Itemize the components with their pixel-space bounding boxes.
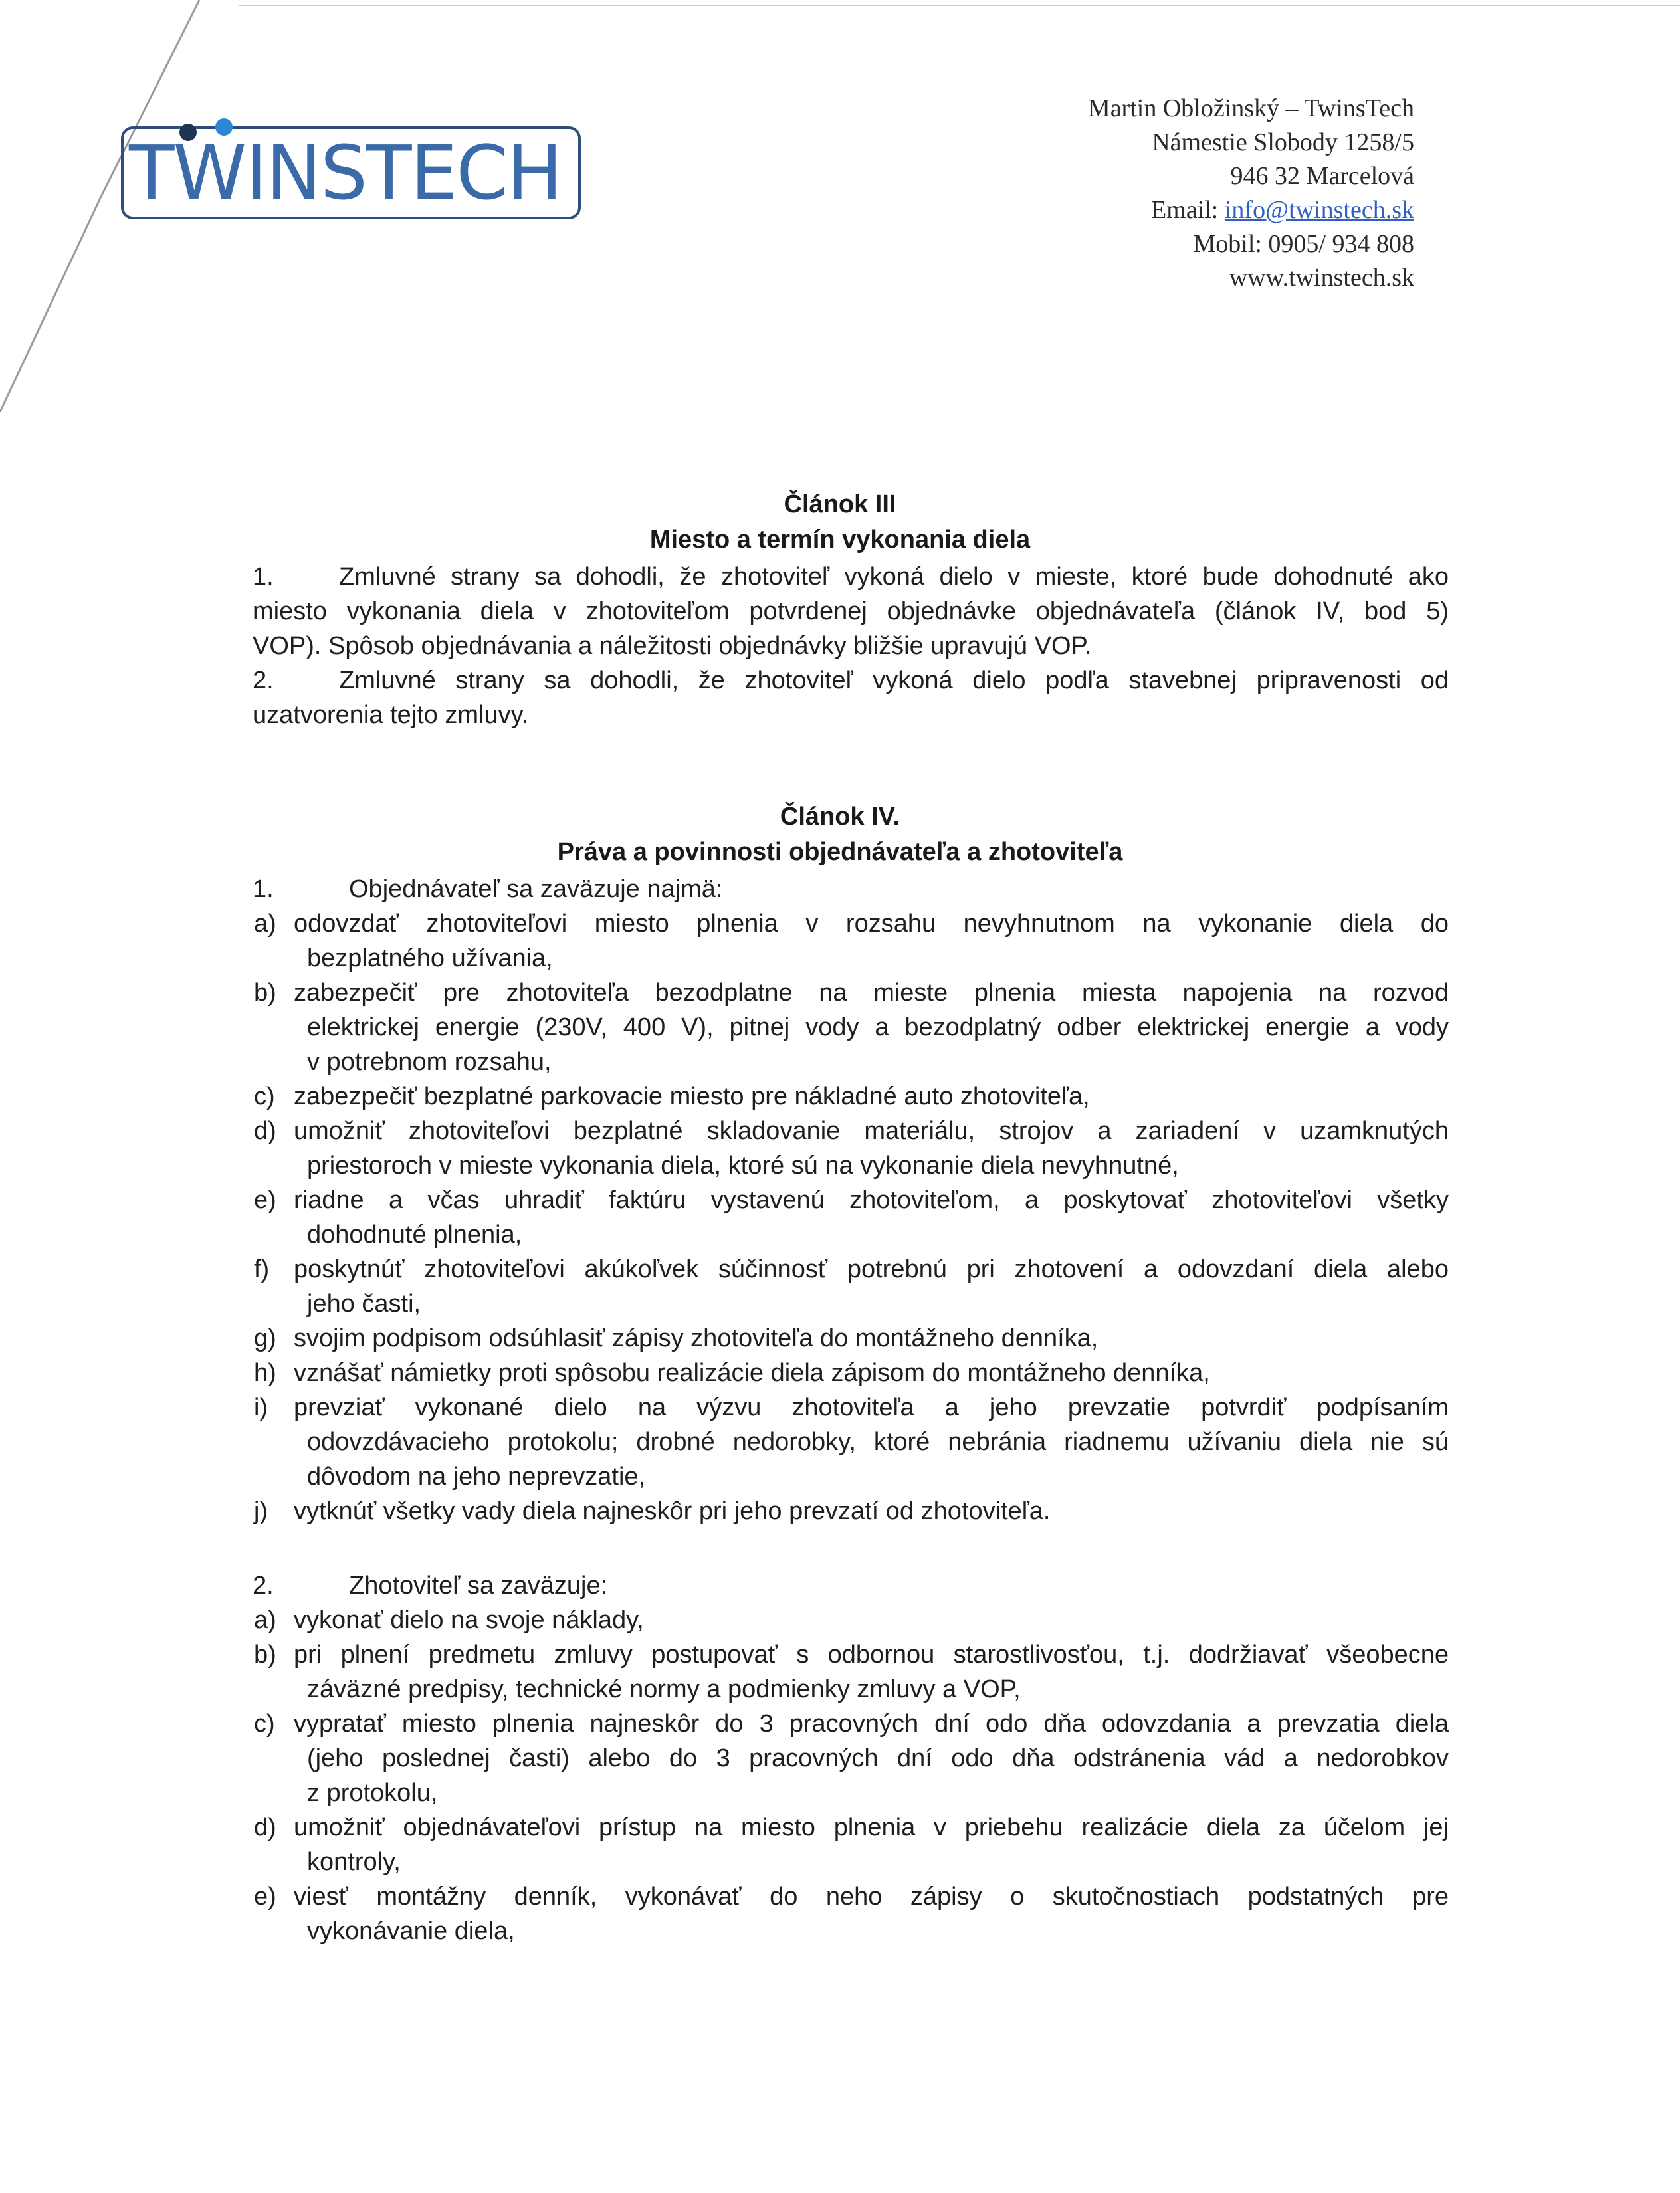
list-item-line: z protokolu, [307, 1779, 438, 1807]
article-3-subtitle: Miesto a termín vykonania diela [649, 526, 1031, 554]
list-item-line: kontroly, [307, 1848, 401, 1876]
list-item [253, 1321, 1449, 1356]
paragraph-line: miesto vykonania diela v zhotoviteľom potvrdenej objednávke objednávateľa (článok IV, bod 5) [253, 597, 1449, 625]
list-item-marker: e) [254, 1883, 276, 1911]
list-item [253, 1879, 1449, 1948]
article-4-subtitle: Práva a povinnosti objednávateľa a zhotoviteľa [557, 838, 1123, 866]
section-intro [253, 1568, 1449, 1603]
list-item [253, 1079, 1449, 1114]
list-item-line: umožniť zhotoviteľovi bezplatné skladovanie materiálu, strojov a zariadení v uzamknutých [294, 1117, 1449, 1145]
list-item-marker: h) [254, 1359, 276, 1387]
list-item-line: záväzné predpisy, technické normy a podmienky zmluvy a VOP, [307, 1675, 1021, 1703]
list-item-marker: j) [254, 1497, 268, 1525]
list-item [253, 906, 1449, 976]
list-item-line: vykonať dielo na svoje náklady, [294, 1606, 644, 1634]
list-item-marker: c) [254, 1083, 275, 1110]
list-item-line: bezplatného užívania, [307, 944, 553, 972]
list-item-line: elektrickej energie (230V, 400 V), pitnej vody a bezodplatný odber elektrickej energie a vody [307, 1013, 1449, 1041]
list-item-line: odovzdať zhotoviteľovi miesto plnenia v rozsahu nevyhnutnom na vykonanie diela do [294, 910, 1449, 938]
list-item [253, 1356, 1449, 1390]
list-item-marker: b) [254, 979, 276, 1007]
paragraph-line-row [253, 594, 1449, 629]
list-item [253, 1810, 1449, 1879]
article-3-body [253, 560, 1449, 732]
email-link[interactable]: info@twinstech.sk [1224, 196, 1414, 224]
obligations-list [253, 1603, 1449, 1948]
address-line: Námestie Slobody 1258/5 [1152, 128, 1414, 156]
twinstech-logo [121, 126, 581, 219]
paragraph-line: Zmluvné strany sa dohodli, že zhotoviteľ vykoná dielo v mieste, ktoré bude dohodnuté ako [339, 563, 1449, 591]
section-number: 2. [253, 1572, 274, 1600]
paragraph-line-row [253, 698, 1449, 732]
list-item-line: jeho časti, [307, 1290, 421, 1318]
list-item-marker: a) [254, 1606, 276, 1634]
paragraph-number: 1. [253, 563, 274, 591]
paragraph-2 [253, 663, 1449, 698]
paragraph-line: uzatvorenia tejto zmluvy. [253, 701, 529, 729]
article-4-section-1 [253, 872, 1449, 1528]
section-number: 1. [253, 875, 274, 903]
list-item-marker: c) [254, 1710, 275, 1738]
list-item-line: vznášať námietky proti spôsobu realizácie diela zápisom do montážneho denníka, [294, 1359, 1210, 1387]
list-item-line: priestoroch v mieste vykonania diela, ktoré sú na vykonanie diela nevyhnutné, [307, 1152, 1179, 1180]
web-line: www.twinstech.sk [1229, 264, 1414, 292]
article-4-title: Článok IV. [780, 803, 900, 831]
list-item-marker: f) [254, 1255, 270, 1283]
paragraph-line: Zmluvné strany sa dohodli, že zhotoviteľ vykoná dielo podľa stavebnej pripravenosti od [339, 667, 1449, 694]
list-item-line: vytknúť všetky vady diela najneskôr pri jeho prevzatí od zhotoviteľa. [294, 1497, 1051, 1525]
list-item [253, 1390, 1449, 1494]
list-item-line: umožniť objednávateľovi prístup na miesto plnenia v priebehu realizácie diela za účelom jej [294, 1814, 1449, 1841]
list-item-marker: d) [254, 1814, 276, 1841]
section-intro-text: Zhotoviteľ sa zaväzuje: [349, 1572, 608, 1600]
mobile-line: Mobil: 0905/ 934 808 [1193, 230, 1414, 258]
company-address [816, 92, 1414, 295]
logo-text: TWINSTECH [129, 130, 562, 217]
address-line: Martin Obložinský – TwinsTech [1087, 94, 1414, 122]
list-item-marker: a) [254, 910, 276, 938]
email-label: Email: [1151, 196, 1225, 224]
list-item [253, 1603, 1449, 1637]
list-item-marker: i) [254, 1394, 268, 1421]
list-item [253, 1637, 1449, 1707]
list-item-line: vypratať miesto plnenia najneskôr do 3 pracovných dní odo dňa odovzdania a prevzatia diela [294, 1710, 1449, 1738]
list-item-line: v potrebnom rozsahu, [307, 1048, 552, 1076]
list-item [253, 1707, 1449, 1810]
list-item-marker: g) [254, 1324, 276, 1352]
article-3-title: Článok III [784, 490, 896, 518]
list-item-marker: e) [254, 1186, 276, 1214]
list-item [253, 976, 1449, 1079]
list-item-line: (jeho poslednej časti) alebo do 3 pracovných dní odo dňa odstránenia vád a nedorobkov [307, 1744, 1449, 1772]
list-item-line: zabezpečiť pre zhotoviteľa bezodplatne na mieste plnenia miesta napojenia na rozvod [294, 979, 1449, 1007]
paragraph-line: VOP). Spôsob objednávania a náležitosti objednávky bližšie upravujú VOP. [253, 632, 1092, 660]
list-item-line: odovzdávacieho protokolu; drobné nedorobky, ktoré nebránia riadnemu užívaniu diela nie sú [307, 1428, 1449, 1456]
address-line: 946 32 Marcelová [1230, 162, 1414, 190]
list-item [253, 1183, 1449, 1252]
list-item-line: pri plnení predmetu zmluvy postupovať s odbornou starostlivosťou, t.j. dodržiavať všeobecne [294, 1641, 1449, 1669]
list-item-line: dohodnuté plnenia, [307, 1221, 522, 1249]
list-item-marker: b) [254, 1641, 276, 1669]
obligations-list [253, 906, 1449, 1528]
list-item-line: viesť montážny denník, vykonávať do neho zápisy o skutočnostiach podstatných pre [294, 1883, 1449, 1911]
email-line [816, 193, 1414, 227]
list-item-line: dôvodom na jeho neprevzatie, [307, 1463, 646, 1491]
list-item [253, 1494, 1449, 1528]
list-item-line: riadne a včas uhradiť faktúru vystavenú zhotoviteľom, a poskytovať zhotoviteľovi všetky [294, 1186, 1449, 1214]
list-item-marker: d) [254, 1117, 276, 1145]
list-item [253, 1252, 1449, 1321]
list-item-line: svojim podpisom odsúhlasiť zápisy zhotoviteľa do montážneho denníka, [294, 1324, 1099, 1352]
list-item-line: poskytnúť zhotoviteľovi akúkoľvek súčinnosť potrebnú pri zhotovení a odovzdaní diela alebo [294, 1255, 1449, 1283]
list-item-line: zabezpečiť bezplatné parkovacie miesto pre nákladné auto zhotoviteľa, [294, 1083, 1090, 1110]
list-item-line: vykonávanie diela, [307, 1917, 515, 1945]
section-intro [253, 872, 1449, 906]
list-item [253, 1114, 1449, 1183]
list-item-line: prevziať vykonané dielo na výzvu zhotoviteľa a jeho prevzatie potvrdiť podpísaním [294, 1394, 1449, 1421]
paragraph-line-row [253, 629, 1449, 663]
paragraph-number: 2. [253, 667, 274, 694]
section-intro-text: Objednávateľ sa zaväzuje najmä: [349, 875, 723, 903]
article-4-section-2 [253, 1568, 1449, 1948]
paragraph-1 [253, 560, 1449, 594]
